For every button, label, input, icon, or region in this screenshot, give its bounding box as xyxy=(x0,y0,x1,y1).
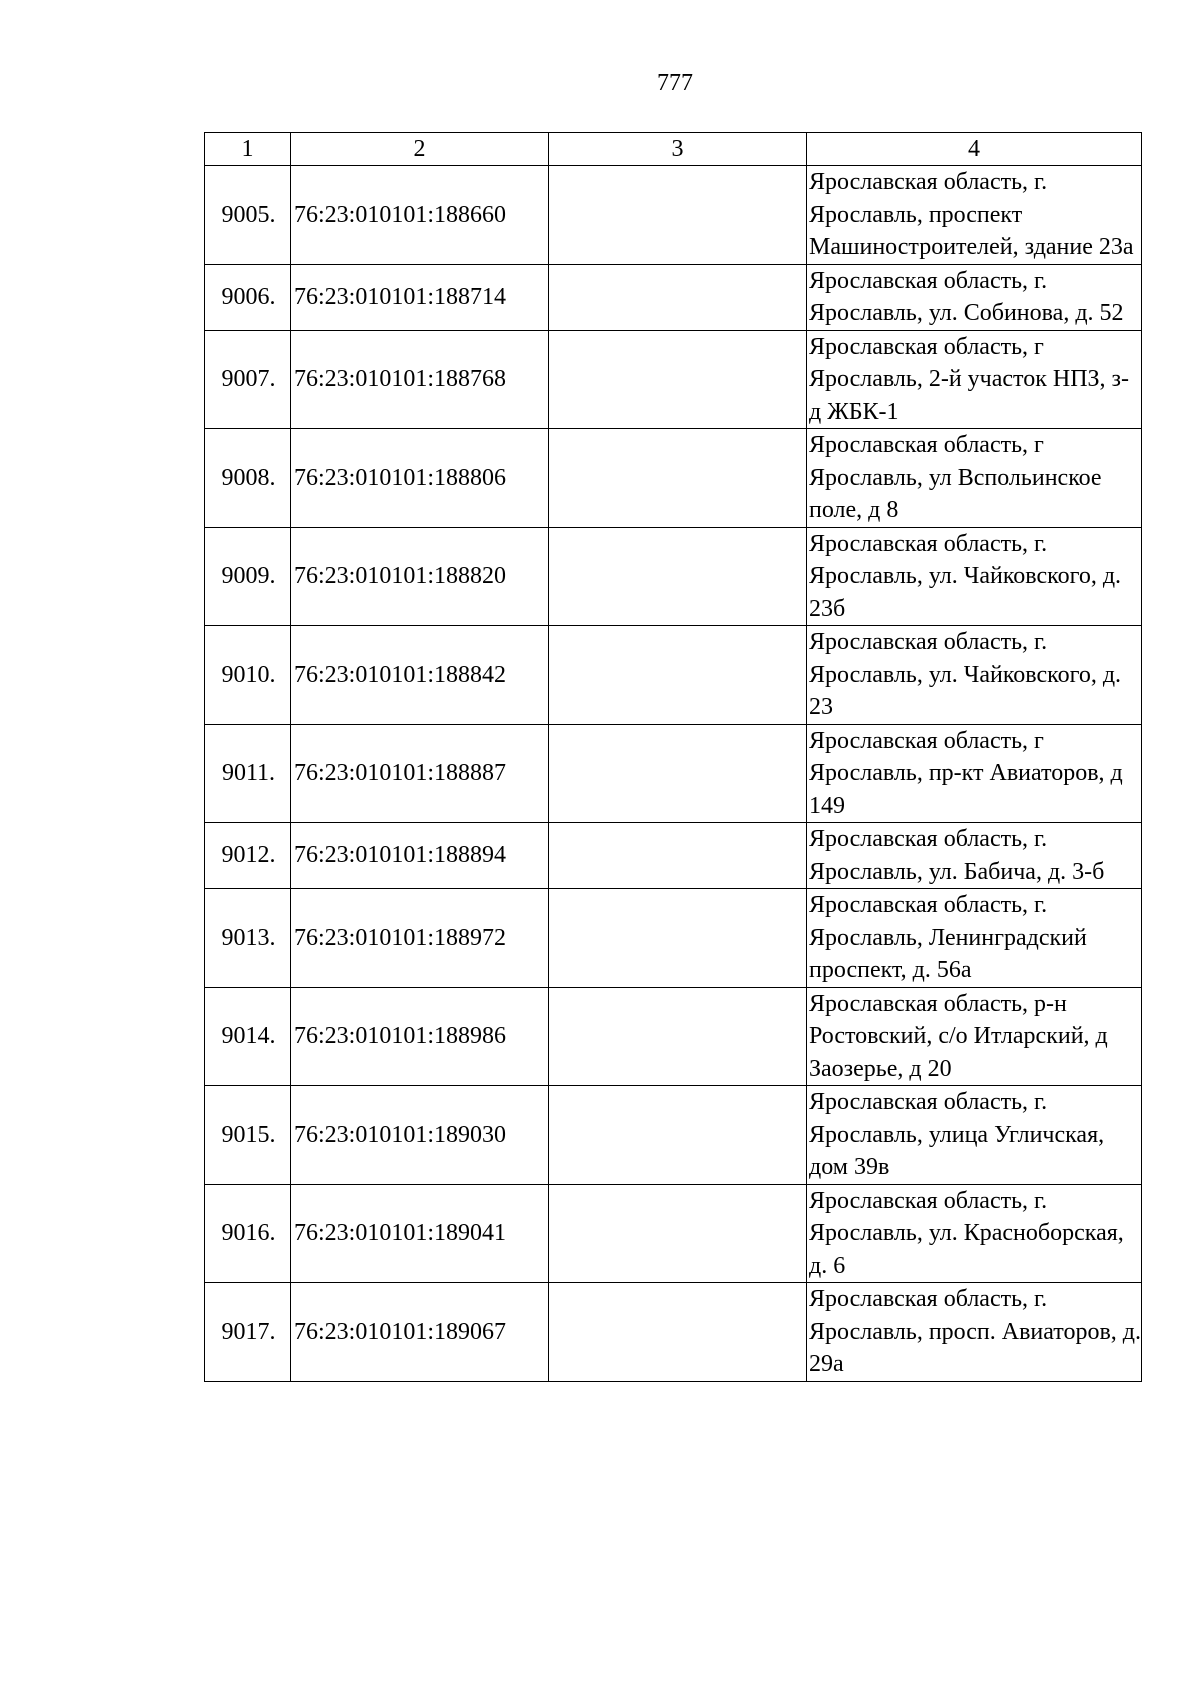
column-3-cell xyxy=(549,1184,807,1283)
row-number: 9006. xyxy=(205,264,291,330)
register-table xyxy=(204,132,1142,1382)
address-cell: Ярославская область, г. Ярославль, ул. Чайковского, д. 23 xyxy=(807,626,1142,725)
table-row xyxy=(205,1184,1142,1283)
cadastral-number: 76:23:010101:188768 xyxy=(291,330,549,429)
table-row xyxy=(205,987,1142,1086)
cadastral-number: 76:23:010101:188887 xyxy=(291,724,549,823)
row-number: 9010. xyxy=(205,626,291,725)
address-cell: Ярославская область, г. Ярославль, ул. Собинова, д. 52 xyxy=(807,264,1142,330)
row-number: 9012. xyxy=(205,823,291,889)
address-cell: Ярославская область, г Ярославль, 2-й участок НПЗ, з-д ЖБК-1 xyxy=(807,330,1142,429)
cadastral-number: 76:23:010101:189067 xyxy=(291,1283,549,1382)
cadastral-number: 76:23:010101:188820 xyxy=(291,527,549,626)
address-cell: Ярославская область, г. Ярославль, проспект Машиностроителей, здание 23а xyxy=(807,166,1142,265)
page-number: 777 xyxy=(657,70,693,96)
column-3-cell xyxy=(549,724,807,823)
column-header: 1 xyxy=(205,133,291,166)
address-cell: Ярославская область, г. Ярославль, ул. Красноборская, д. 6 xyxy=(807,1184,1142,1283)
table-row xyxy=(205,1086,1142,1185)
table-row xyxy=(205,429,1142,528)
table-row xyxy=(205,823,1142,889)
cadastral-number: 76:23:010101:189041 xyxy=(291,1184,549,1283)
cadastral-number: 76:23:010101:188972 xyxy=(291,889,549,988)
table-row xyxy=(205,1283,1142,1382)
row-number: 9008. xyxy=(205,429,291,528)
column-3-cell xyxy=(549,527,807,626)
column-header: 2 xyxy=(291,133,549,166)
table-row xyxy=(205,166,1142,265)
column-3-cell xyxy=(549,626,807,725)
row-number: 9009. xyxy=(205,527,291,626)
table-body xyxy=(205,166,1142,1382)
table-header-row xyxy=(205,133,1142,166)
table-row xyxy=(205,724,1142,823)
column-header: 3 xyxy=(549,133,807,166)
row-number: 9007. xyxy=(205,330,291,429)
row-number: 9013. xyxy=(205,889,291,988)
column-3-cell xyxy=(549,1283,807,1382)
table-row xyxy=(205,527,1142,626)
table-row xyxy=(205,889,1142,988)
row-number: 9017. xyxy=(205,1283,291,1382)
table-row xyxy=(205,264,1142,330)
column-3-cell xyxy=(549,264,807,330)
cadastral-number: 76:23:010101:188660 xyxy=(291,166,549,265)
row-number: 9011. xyxy=(205,724,291,823)
address-cell: Ярославская область, г. Ярославль, Ленинградский проспект, д. 56а xyxy=(807,889,1142,988)
address-cell: Ярославская область, р-н Ростовский, с/о Итларский, д Заозерье, д 20 xyxy=(807,987,1142,1086)
column-3-cell xyxy=(549,987,807,1086)
cadastral-number: 76:23:010101:188894 xyxy=(291,823,549,889)
row-number: 9015. xyxy=(205,1086,291,1185)
address-cell: Ярославская область, г. Ярославль, ул. Чайковского, д. 23б xyxy=(807,527,1142,626)
address-cell: Ярославская область, г. Ярославль, просп. Авиаторов, д. 29а xyxy=(807,1283,1142,1382)
row-number: 9014. xyxy=(205,987,291,1086)
column-3-cell xyxy=(549,823,807,889)
cadastral-number: 76:23:010101:188714 xyxy=(291,264,549,330)
row-number: 9005. xyxy=(205,166,291,265)
column-3-cell xyxy=(549,166,807,265)
cadastral-number: 76:23:010101:188986 xyxy=(291,987,549,1086)
cadastral-number: 76:23:010101:189030 xyxy=(291,1086,549,1185)
column-3-cell xyxy=(549,889,807,988)
table-row xyxy=(205,330,1142,429)
column-3-cell xyxy=(549,429,807,528)
cadastral-number: 76:23:010101:188842 xyxy=(291,626,549,725)
address-cell: Ярославская область, г. Ярославль, ул. Бабича, д. 3-б xyxy=(807,823,1142,889)
cadastral-number: 76:23:010101:188806 xyxy=(291,429,549,528)
table-row xyxy=(205,626,1142,725)
address-cell: Ярославская область, г Ярославль, ул Вспольинское поле, д 8 xyxy=(807,429,1142,528)
row-number: 9016. xyxy=(205,1184,291,1283)
column-header: 4 xyxy=(807,133,1142,166)
address-cell: Ярославская область, г Ярославль, пр-кт Авиаторов, д 149 xyxy=(807,724,1142,823)
column-3-cell xyxy=(549,330,807,429)
column-3-cell xyxy=(549,1086,807,1185)
address-cell: Ярославская область, г. Ярославль, улица Угличская, дом 39в xyxy=(807,1086,1142,1185)
